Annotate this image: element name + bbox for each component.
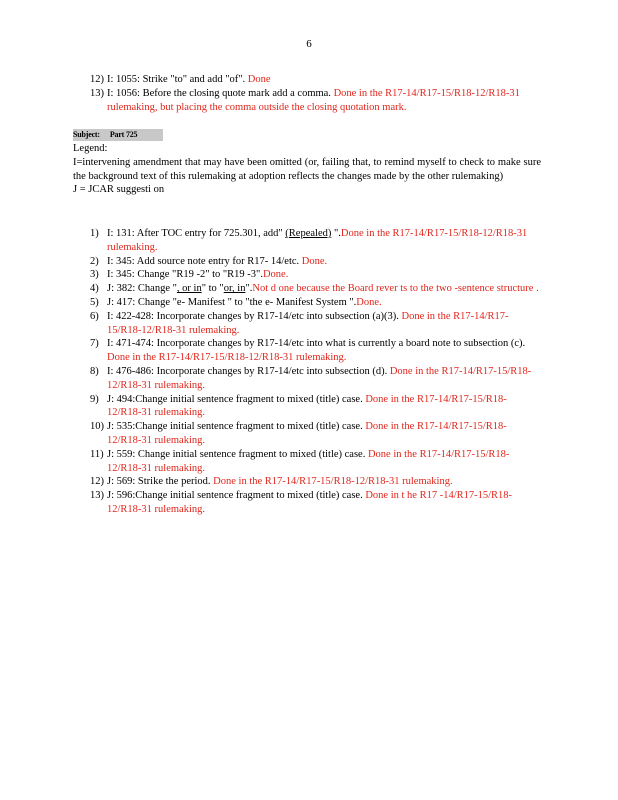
item-number: 12) <box>90 476 104 488</box>
legend-title: Legend: <box>73 143 108 154</box>
list-item <box>0 73 618 87</box>
item-text: I: 345: Change "R19 -2" to "R19 -3". <box>107 269 263 281</box>
list-item <box>0 420 618 448</box>
item-number: 2) <box>90 255 99 267</box>
list-item <box>0 310 618 338</box>
item-status: Done <box>247 74 271 85</box>
item-text: I: 1056: Before the closing quote mark add a comma. <box>107 87 331 99</box>
item-text: J: 596:Change initial sentence fragment to mixed (title) case. <box>107 490 363 502</box>
list-item <box>0 255 618 269</box>
list-item <box>0 87 618 115</box>
top-list <box>0 73 618 114</box>
item-text-tail: ". <box>245 283 253 295</box>
item-number: 11) <box>90 448 104 460</box>
list-item <box>0 489 618 517</box>
item-status: Done in the R17-14/R17-15/R18-12/R18-31 rulemaking. <box>107 365 532 391</box>
item-number: 7) <box>90 338 99 350</box>
list-item <box>0 227 618 255</box>
subject-bar <box>73 129 163 141</box>
item-text-tail: ". <box>331 228 341 239</box>
item-text: J: 382: Change " <box>107 283 177 295</box>
item-number: 13) <box>90 490 104 502</box>
main-list <box>0 227 618 517</box>
item-text: J: 559: Change initial sentence fragment to mixed (title) case. <box>107 448 366 460</box>
legend-j-definition: J = JCAR suggesti on <box>73 184 165 196</box>
item-text: I: 1055: Strike "to" and add "of". <box>107 74 246 85</box>
item-number: 5) <box>90 296 99 308</box>
page-number: 6 <box>306 38 312 50</box>
list-item <box>0 448 618 476</box>
item-status: Done in the R17-14/R17-15/R18-12/R18-31 rulemaking. <box>107 448 510 474</box>
item-status: Done. <box>356 296 382 308</box>
list-item <box>0 296 618 310</box>
item-text: I: 471-474: Incorporate changes by R17-14/etc into what is currently a board note to subsection (c). <box>107 338 526 350</box>
item-status: Done in the R17-14/R17-15/R18-12/R18-31 rulemaking. <box>107 352 347 364</box>
item-number: 1) <box>90 228 99 239</box>
item-number: 10) <box>90 421 104 433</box>
item-text: I: 131: After TOC entry for 725.301, add" <box>107 228 286 239</box>
item-number: 4) <box>90 283 99 295</box>
subject-label: Subject: <box>73 130 100 139</box>
list-item <box>0 393 618 421</box>
item-text: I: 345: Add source note entry for R17- 14/etc. <box>107 255 300 267</box>
subject-value: Part 725 <box>109 130 138 139</box>
item-status: Done. <box>301 255 328 267</box>
item-status: Not d one because the Board rever ts to the two -sentence structure . <box>252 283 539 295</box>
item-underlined-text: , or in <box>176 283 202 295</box>
item-number: 13) <box>90 87 104 99</box>
item-number: 3) <box>90 269 99 281</box>
legend-i-definition: I=intervening amendment that may have been omitted (or, failing that, to remind myself to check to make sure the background text of this rulemaking at adoption reflects the changes made by the other rulemaking) <box>73 156 541 182</box>
item-status: Done in t he R17 -14/R17-15/R18-12/R18-31 rulemaking. <box>107 490 513 515</box>
item-text: I: 476-486: Incorporate changes by R17-14/etc into subsection (d). <box>107 365 388 377</box>
item-number: 12) <box>90 74 104 85</box>
legend <box>73 142 541 197</box>
item-text: I: 422-428: Incorporate changes by R17-14/etc into subsection (a)(3). <box>107 310 399 322</box>
item-status: Done in the R17-14/R17-15/R18-12/R18-31 rulemaking. <box>107 228 528 253</box>
list-item <box>0 282 618 296</box>
item-text-middle: " to " <box>201 283 224 295</box>
item-status: Done in the R17-14/R17-15/R18-12/R18-31 rulemaking, but placing the comma outside the closing quotation mark. <box>107 87 520 113</box>
list-item <box>0 365 618 393</box>
item-number: 9) <box>90 393 99 405</box>
item-underlined-text: (Repealed) <box>285 228 332 239</box>
item-status: Done in the R17-14/R17-15/R18-12/R18-31 rulemaking. <box>213 476 453 488</box>
list-item <box>0 337 618 365</box>
item-status: Done in the R17-14/R17-15/R18-12/R18-31 rulemaking. <box>107 421 507 446</box>
list-item <box>0 475 618 489</box>
item-text: J: 494:Change initial sentence fragment to mixed (title) case. <box>107 393 363 405</box>
list-item <box>0 268 618 282</box>
item-number: 8) <box>90 365 99 377</box>
item-status: Done in the R17-14/R17-15/R18-12/R18-31 rulemaking. <box>107 393 507 419</box>
item-underlined-text-2: or, in <box>223 283 246 295</box>
item-text: J: 569: Strike the period. <box>107 476 211 488</box>
item-text: J: 535:Change initial sentence fragment to mixed (title) case. <box>107 421 363 433</box>
item-status: Done in the R17-14/R17-15/R18-12/R18-31 rulemaking. <box>107 310 509 336</box>
item-status: Done. <box>262 269 289 281</box>
item-text: J: 417: Change "e- Manifest " to "the e- Manifest System ". <box>107 296 357 308</box>
item-number: 6) <box>90 310 99 322</box>
